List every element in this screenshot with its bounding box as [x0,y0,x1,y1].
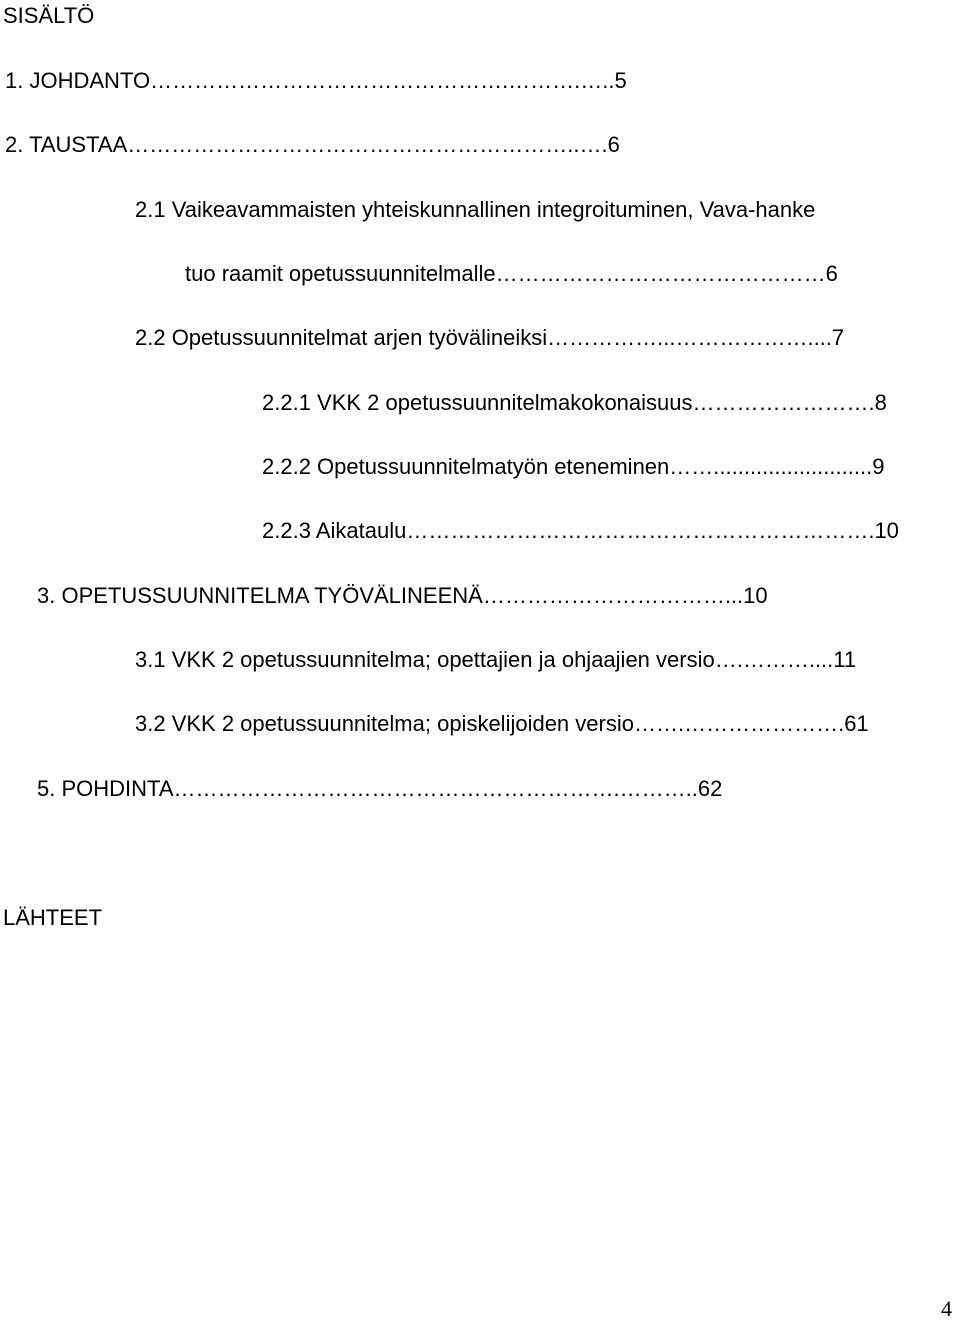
toc-entry-pohdinta: 5. POHDINTA…………………………………………………….………..62 [37,776,723,801]
toc-entry-2-1-cont: tuo raamit opetussuunnitelmalle………………………………………6 [185,261,838,286]
toc-entry-3-2: 3.2 VKK 2 opetussuunnitelma; opiskelijoiden versio…….………………….61 [135,711,869,736]
toc-entry-2-2-1: 2.2.1 VKK 2 opetussuunnitelmakokonaisuus…………………….8 [262,390,887,415]
toc-entry-2-2-2: 2.2.2 Opetussuunnitelmatyön eteneminen……..........................9 [262,454,885,479]
toc-entry-3-1: 3.1 VKK 2 opetussuunnitelma; opettajien ja ohjaajien versio….………....11 [135,647,857,672]
toc-entry-3: 3. OPETUSSUUNNITELMA TYÖVÄLINEENÄ……………………………...10 [37,583,768,608]
toc-heading: SISÄLTÖ [3,3,95,28]
toc-entry-johdanto: 1. JOHDANTO………………………………………….……….…..5 [5,68,627,93]
toc-entry-2-2: 2.2 Opetussuunnitelmat arjen työvälineiksi……………...………………....7 [135,325,845,350]
toc-entry-2-2-3: 2.2.3 Aikataulu……………………………………………………….10 [262,518,899,543]
page-number: 4 [941,1296,952,1321]
toc-entry-lahteet: LÄHTEET [3,905,103,930]
toc-entry-2-1: 2.1 Vaikeavammaisten yhteiskunnallinen integroituminen, Vava-hanke [135,197,816,222]
toc-entry-taustaa: 2. TAUSTAA……………………………………………………..….6 [5,132,620,157]
